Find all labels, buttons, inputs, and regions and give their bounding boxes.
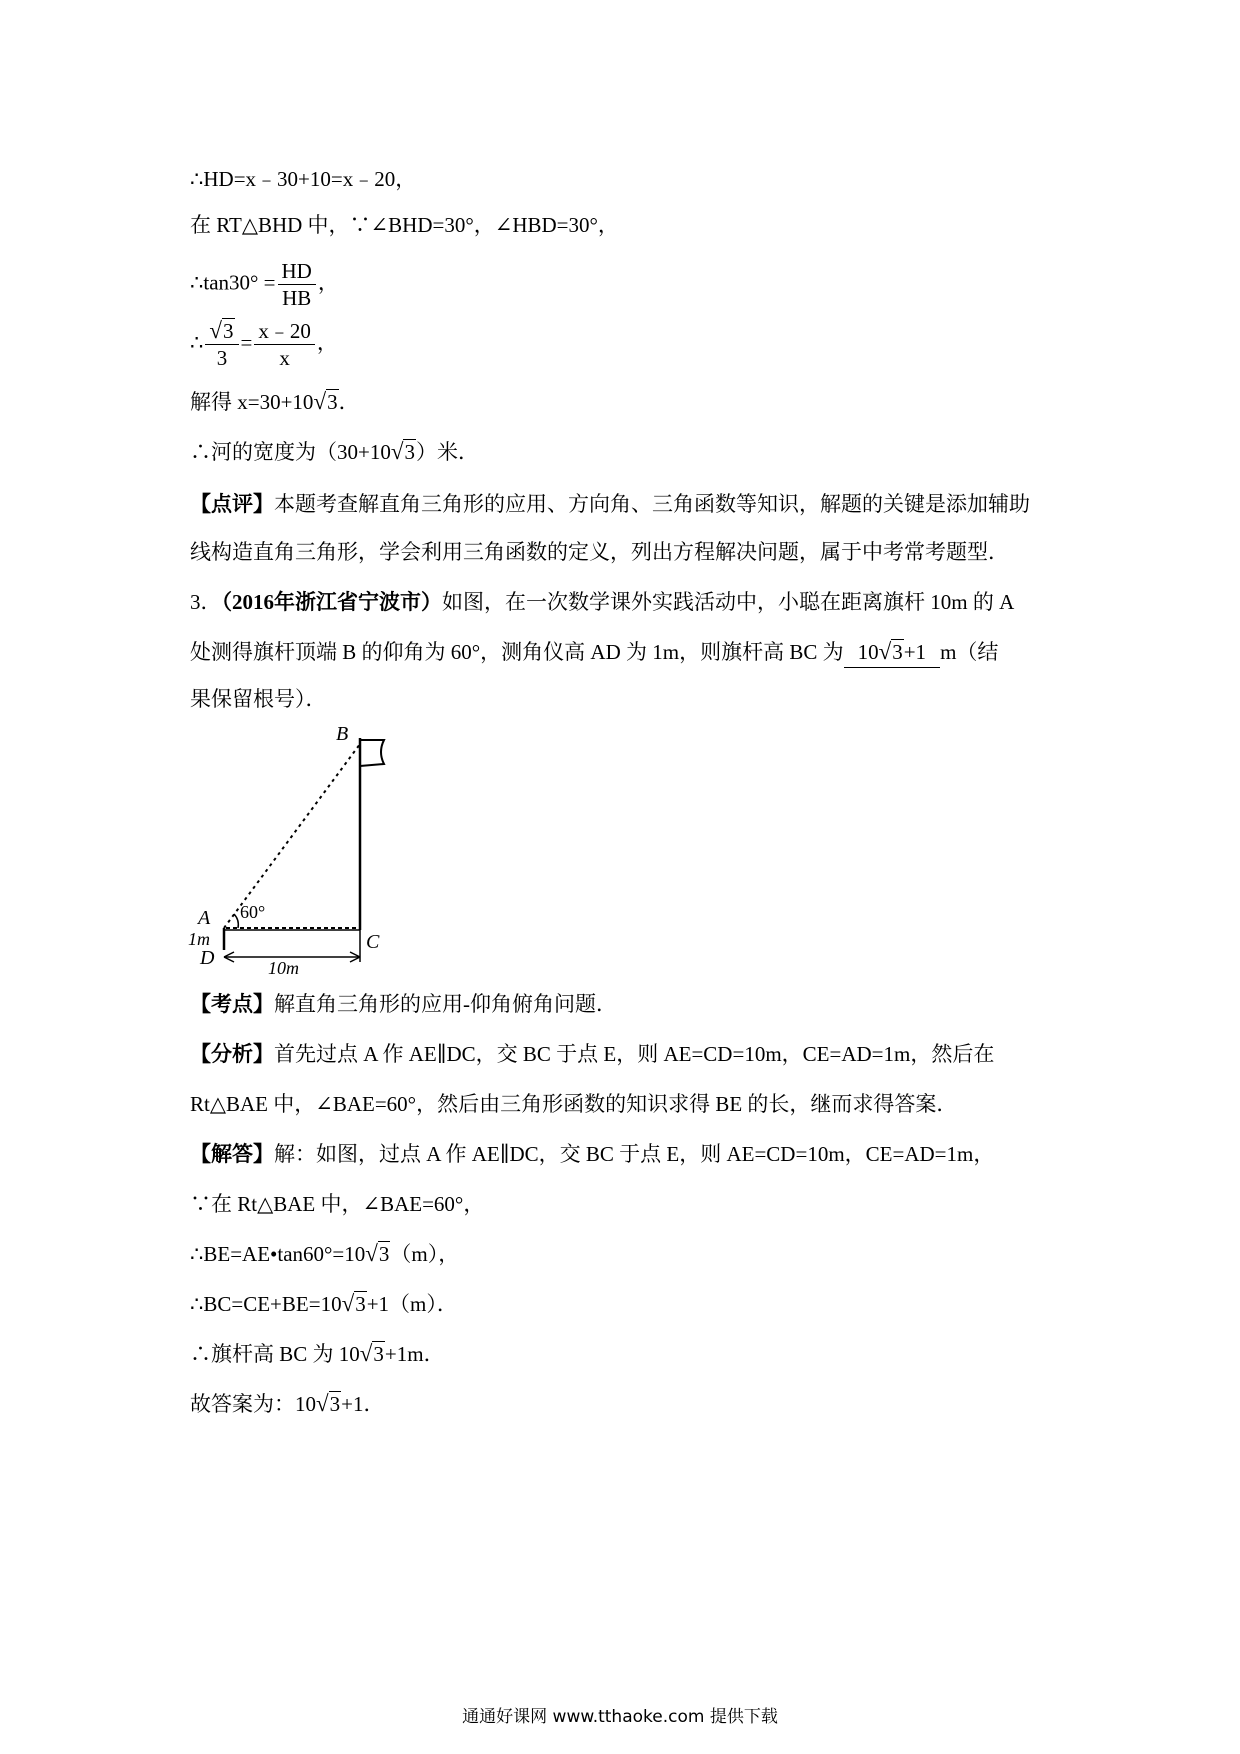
answer-blank — [844, 637, 940, 668]
sqrt-symbol: √3 — [359, 1341, 384, 1366]
fraction-numerator — [205, 318, 238, 345]
solution-step-1: ∵在 Rt△BAE 中，∠BAE=60°， — [190, 1192, 485, 1216]
comment-tag: 【点评】 — [190, 492, 274, 516]
step-2-prefix: ∴BE=AE•tan60°=10 — [190, 1242, 366, 1266]
flag-icon — [360, 740, 384, 766]
problem3-text-2: 处测得旗杆顶端 B 的仰角为 60°，测角仪高 AD 为 1m，则旗杆高 BC 为 — [190, 640, 844, 664]
label-1m: 1m — [188, 929, 210, 949]
flagpole-figure — [184, 726, 404, 982]
flagpole-diagram — [184, 726, 404, 976]
sqrt-symbol: √3 — [365, 1241, 390, 1266]
solution-line-2: 在 RT△BHD 中，∵∠BHD=30°，∠HBD=30°， — [190, 213, 619, 237]
kaodian-tag: 【考点】 — [190, 992, 274, 1016]
sqrt-symbol: √3 — [878, 639, 903, 664]
solution-step-4 — [190, 1339, 445, 1369]
solution-line-1: ∴HD=x﹣30+10=x﹣20， — [190, 167, 417, 191]
solution-step-5 — [190, 1389, 384, 1419]
step-5-prefix: 故答案为：10 — [190, 1392, 316, 1416]
solution-line-3 — [190, 258, 339, 311]
fenxi-line-2: Rt△BAE 中，∠BAE=60°，然后由三角形函数的知识求得 BE 的长，继而求得答案． — [190, 1092, 958, 1116]
sight-line-ab — [224, 744, 360, 928]
fraction-numerator: x﹣20 — [254, 318, 315, 345]
page-footer: 通通好课网 www.tthaoke.com 提供下载 — [462, 1707, 778, 1727]
solution-line-4-prefix: ∴ — [190, 330, 204, 355]
jieda-line-1 — [190, 1139, 994, 1169]
problem-number: 3． — [190, 590, 222, 614]
step-4-suffix: +1m． — [384, 1342, 445, 1366]
solution-line-5-prefix: 解得 x=30+10 — [190, 390, 314, 414]
sqrt-symbol: √3 — [390, 439, 415, 464]
fenxi-tag: 【分析】 — [190, 1042, 274, 1066]
answer-suffix: +1 — [903, 640, 927, 664]
solution-line-6 — [190, 437, 479, 467]
fenxi-line-1 — [190, 1039, 994, 1069]
label-b: B — [336, 726, 349, 745]
kaodian-line — [190, 989, 617, 1019]
label-a: A — [198, 907, 211, 929]
fraction-sqrt3-over-3 — [205, 318, 238, 371]
label-10m: 10m — [268, 958, 299, 976]
solution-line-4 — [190, 318, 338, 371]
solution-line-5 — [190, 387, 360, 417]
problem3-line-1 — [190, 587, 1014, 617]
problem-source: （2016年浙江省宁波市） — [221, 590, 442, 614]
problem3-line-2 — [190, 637, 998, 668]
sqrt-symbol: √3 — [209, 318, 234, 343]
fraction-denominator: x — [279, 346, 290, 370]
label-c: C — [366, 931, 380, 953]
problem3-text-1: 如图，在一次数学课外实践活动中，小聪在距离旗杆 10m 的 A — [442, 590, 1015, 614]
solution-step-3 — [190, 1289, 458, 1319]
label-angle: 60° — [240, 902, 266, 922]
fraction-hd-hb — [278, 258, 316, 311]
comment-line-1 — [190, 489, 1030, 519]
answer-prefix: 10 — [857, 640, 879, 664]
solution-step-2 — [190, 1239, 459, 1269]
step-3-prefix: ∴BC=CE+BE=10 — [190, 1292, 342, 1316]
solution-line-6-suffix: ）米． — [415, 440, 479, 464]
step-2-suffix: （m）， — [390, 1242, 460, 1266]
fraction-denominator: 3 — [216, 346, 228, 370]
sqrt-symbol: √3 — [316, 1391, 341, 1416]
solution-line-3-suffix: ， — [317, 270, 339, 295]
fraction-x-minus-20-over-x — [254, 318, 315, 371]
problem3-line-3: 果保留根号）． — [190, 687, 327, 711]
sqrt-symbol: √3 — [341, 1291, 366, 1316]
sqrt-symbol: √3 — [313, 389, 338, 414]
label-d: D — [200, 947, 215, 969]
solution-line-6-prefix: ∴河的宽度为（30+10 — [190, 440, 391, 464]
solution-line-3-prefix: ∴tan30° = — [190, 270, 276, 295]
equals-sign: = — [240, 330, 253, 355]
problem3-text-2-suffix: m（结 — [940, 640, 999, 664]
step-4-prefix: ∴旗杆高 BC 为 10 — [190, 1342, 360, 1366]
solution-line-5-suffix: ． — [338, 390, 360, 414]
comment-line-2: 线构造直角三角形，学会利用三角函数的定义，列出方程解决问题，属于中考常考题型． — [190, 540, 1009, 564]
jieda-tag: 【解答】 — [190, 1142, 274, 1166]
jieda-text-1: 解：如图，过点 A 作 AE∥DC，交 BC 于点 E，则 AE=CD=10m，CE=AD=1m， — [274, 1142, 995, 1166]
fenxi-text-1: 首先过点 A 作 AE∥DC，交 BC 于点 E，则 AE=CD=10m，CE=AD=1m，然后在 — [274, 1042, 995, 1066]
kaodian-text: 解直角三角形的应用-仰角俯角问题． — [274, 992, 617, 1016]
step-5-suffix: +1． — [341, 1392, 385, 1416]
fraction-numerator: HD — [278, 258, 316, 285]
comment-text-1: 本题考查解直角三角形的应用、方向角、三角函数等知识，解题的关键是添加辅助 — [274, 492, 1030, 516]
solution-line-4-suffix: ， — [316, 330, 338, 355]
fraction-denominator: HB — [282, 286, 312, 310]
step-3-suffix: +1（m）． — [366, 1292, 458, 1316]
angle-arc — [234, 914, 238, 928]
